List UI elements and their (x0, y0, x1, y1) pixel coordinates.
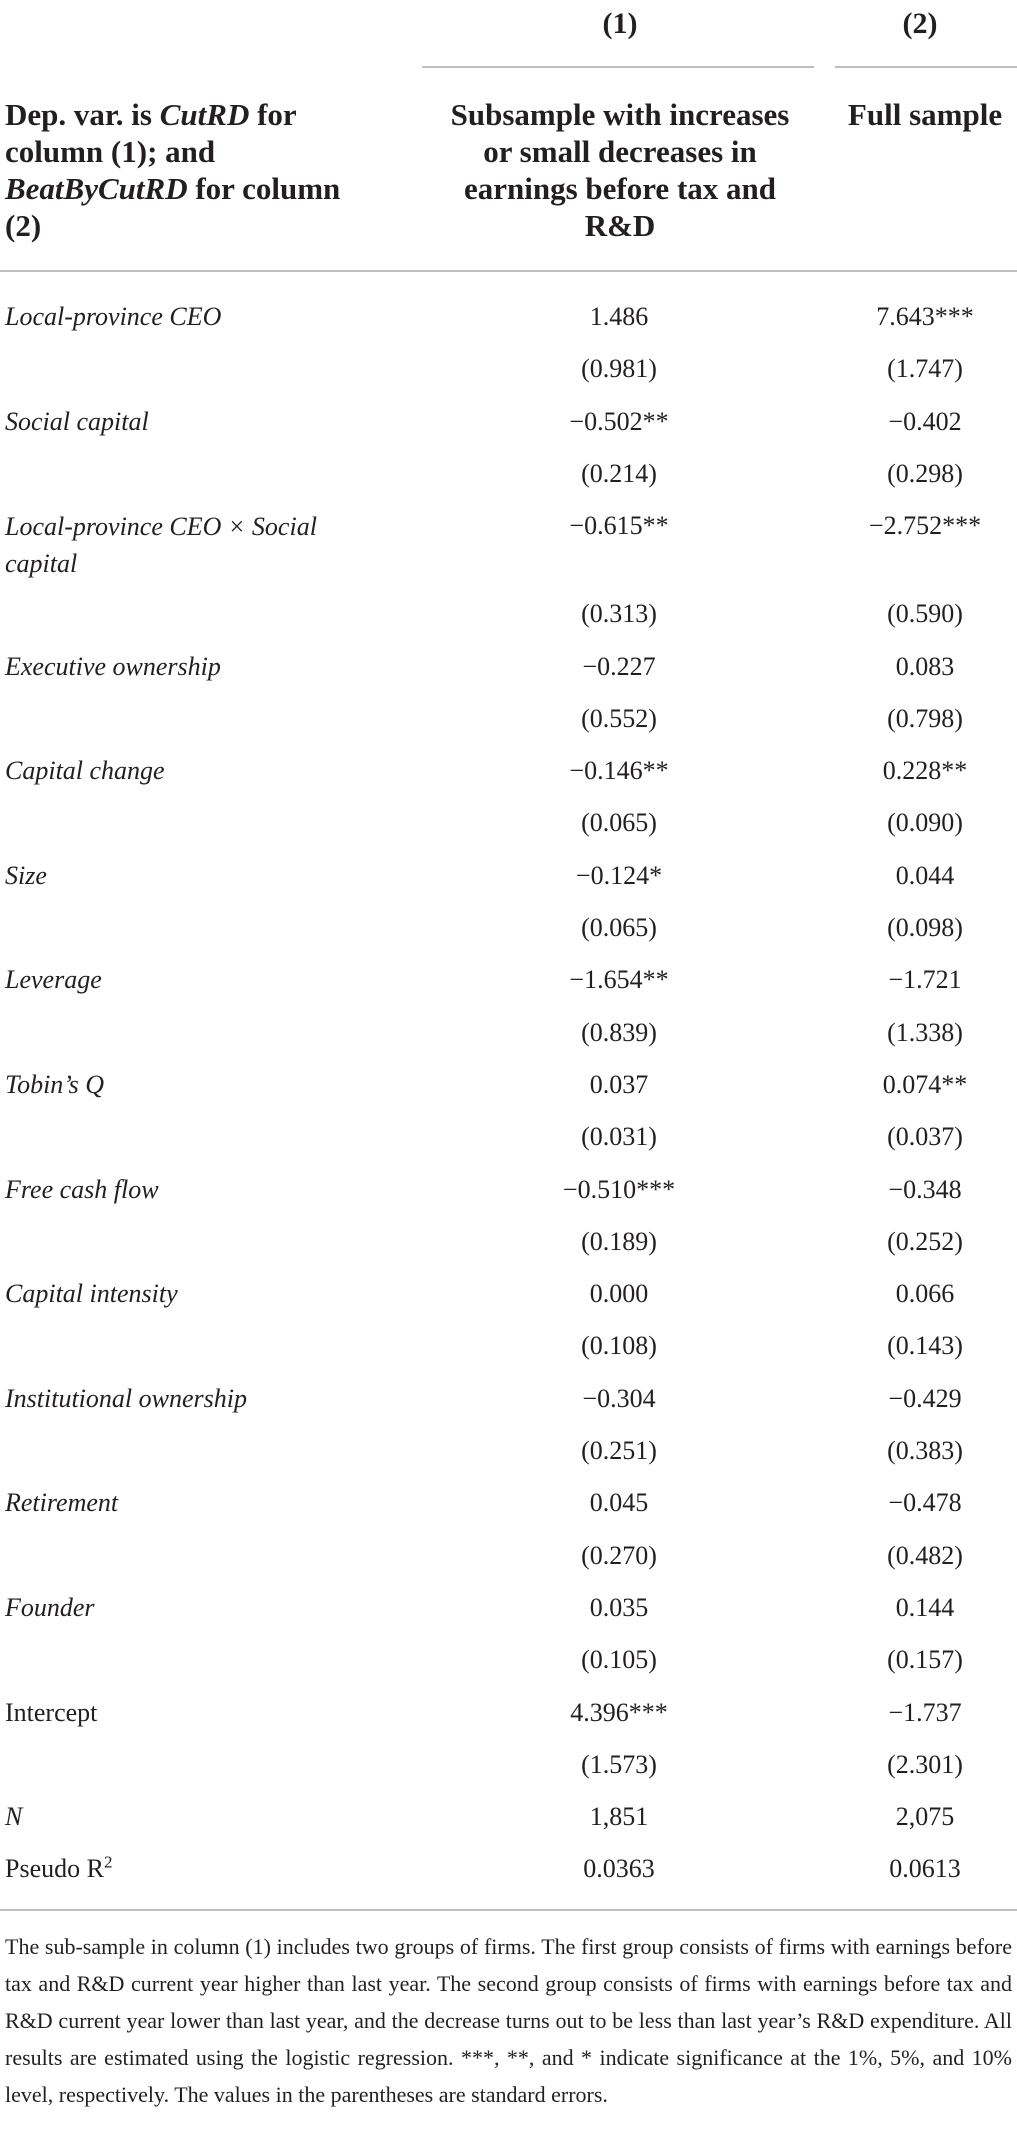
table-row-standard-error (0, 1111, 1017, 1163)
row-label: Capital intensity (5, 1279, 178, 1309)
column-1-spanner-rule (422, 66, 814, 68)
column-2-value: (0.037) (887, 1122, 963, 1152)
column-1-value: 0.0363 (583, 1854, 655, 1884)
table-row-standard-error (0, 448, 1017, 500)
column-2-value: −1.737 (888, 1697, 962, 1727)
column-2-value: −0.348 (888, 1174, 962, 1204)
column-2-value: (2.301) (887, 1749, 963, 1779)
row-label: Founder (5, 1592, 95, 1622)
column-1-value: (0.031) (581, 1122, 657, 1152)
row-label: Retirement (5, 1488, 119, 1518)
column-2-value: (0.252) (887, 1226, 963, 1256)
column-2-value: −0.478 (888, 1488, 962, 1518)
table-row-standard-error (0, 1007, 1017, 1059)
row-label: Tobin’s Q (5, 1069, 104, 1099)
column-2-value: (0.482) (887, 1540, 963, 1570)
table-row-standard-error (0, 1425, 1017, 1477)
column-2-value: 7.643*** (876, 302, 974, 331)
column-2-value: (0.383) (887, 1436, 963, 1465)
column-2-value: −1.721 (888, 965, 962, 995)
column-2-title: Full sample (847, 97, 1003, 132)
column-2-value: 2,075 (895, 1802, 955, 1832)
table-row (0, 1791, 1017, 1843)
table-row (0, 1843, 1017, 1895)
column-2-value: (0.143) (887, 1331, 963, 1361)
table-row-standard-error (0, 1216, 1017, 1268)
table-row (0, 396, 1017, 448)
table-row-standard-error (0, 693, 1017, 745)
footer-rule (0, 1909, 1017, 1911)
table-row (0, 954, 1017, 1006)
table-row-standard-error (0, 1739, 1017, 1791)
column-2-value: −0.402 (888, 406, 962, 436)
table-row (0, 1582, 1017, 1634)
column-2-value: (0.590) (887, 599, 963, 629)
table-row (0, 1268, 1017, 1320)
column-2-value: 0.074** (882, 1069, 968, 1099)
column-2-value: 0.228** (882, 756, 968, 786)
column-2-spanner-rule (835, 66, 1017, 68)
column-1-value: (0.251) (581, 1436, 657, 1465)
column-2-value: (0.098) (887, 913, 963, 942)
column-1-value: (0.065) (581, 808, 657, 838)
row-label: Free cash flow (5, 1174, 159, 1204)
column-2-value: 0.066 (895, 1279, 955, 1309)
column-2-value: (1.338) (887, 1017, 963, 1047)
column-2-value: (1.747) (887, 354, 963, 384)
table-row (0, 291, 1017, 343)
table-row-standard-error (0, 1634, 1017, 1686)
table-row (0, 500, 1017, 588)
column-1-value: (0.552) (581, 703, 657, 733)
table-row-standard-error (0, 1530, 1017, 1582)
column-1-value: −0.510*** (562, 1174, 676, 1204)
table-row (0, 641, 1017, 693)
row-label: Leverage (5, 965, 102, 995)
table-row (0, 1477, 1017, 1529)
table-row-standard-error (0, 797, 1017, 849)
column-2-value: 0.083 (895, 651, 955, 681)
row-label: Social capital (5, 406, 149, 436)
row-label: Pseudo $R^2$ (5, 1852, 113, 1884)
column-1-value: −0.227 (582, 651, 656, 681)
column-2-number: (2) (902, 7, 938, 40)
column-1-value: (0.189) (581, 1226, 657, 1256)
column-2-value: (0.090) (887, 808, 963, 838)
column-1-value: −0.615** (569, 511, 669, 541)
column-2-value: 0.144 (895, 1592, 955, 1622)
row-label: Local-province CEO (5, 302, 222, 331)
column-2-value: 0.044 (895, 860, 955, 890)
column-1-value: 0.045 (589, 1488, 649, 1518)
column-1-value: (0.108) (581, 1331, 657, 1361)
column-1-number: (1) (602, 7, 638, 40)
table-row (0, 745, 1017, 797)
table-row (0, 1059, 1017, 1111)
column-1-value: 4.396*** (570, 1697, 668, 1727)
column-1-value: (0.981) (581, 354, 657, 384)
table-row-standard-error (0, 1320, 1017, 1372)
table-row-standard-error (0, 588, 1017, 640)
column-1-value: (0.105) (581, 1645, 657, 1675)
row-label: Intercept (5, 1697, 98, 1727)
row-label: Institutional ownership (5, 1383, 247, 1413)
row-label: Size (5, 860, 47, 890)
table-row (0, 1164, 1017, 1216)
column-2-value: −2.752*** (868, 511, 982, 541)
table-footnote: The sub-sample in column (1) includes two groups of firms. The first group consists of firms with earnings before tax and R&D current year higher than last year. The second group consists of firms with earnings before tax and R&D current year lower than last year, and the decrease turns out to be less than last year’s R&D expenditure. All results are estimated using the logistic regression. ***, **, and * indicate significance at the 1%, 5%, and 10% level, respectively. The values in the parentheses are standard errors. (5, 1934, 1012, 2107)
column-1-value: −0.124* (575, 860, 663, 890)
table-row (0, 850, 1017, 902)
column-2-value: (0.798) (887, 703, 963, 733)
column-1-value: 1.486 (589, 302, 649, 331)
column-2-value: (0.298) (887, 458, 963, 488)
table-row-standard-error (0, 343, 1017, 395)
column-2-value: (0.157) (887, 1645, 963, 1675)
row-label: Capital change (5, 756, 165, 786)
column-1-title: Subsample with increases or small decreases in earnings before tax and R&D (450, 97, 790, 243)
column-1-value: (0.839) (581, 1017, 657, 1047)
row-label: N (5, 1802, 23, 1832)
column-1-value: (1.573) (581, 1749, 657, 1779)
column-1-value: 1,851 (589, 1802, 649, 1832)
table-row (0, 1687, 1017, 1739)
row-label: Executive ownership (5, 651, 221, 681)
column-1-value: (0.313) (581, 599, 657, 629)
column-2-value: 0.0613 (889, 1854, 961, 1884)
dependent-variable-header: Dep. var. is CutRD for column (1); and BeatByCutRD for column (2) (5, 97, 341, 243)
column-1-value: −0.146** (569, 756, 669, 786)
table-row (0, 1373, 1017, 1425)
column-1-value: (0.065) (581, 913, 657, 942)
column-1-value: −0.502** (569, 406, 669, 436)
table-row-standard-error (0, 902, 1017, 954)
row-label: Local-province CEO × Social capital (5, 512, 317, 579)
column-1-value: 0.037 (589, 1069, 649, 1099)
column-1-value: (0.270) (581, 1540, 657, 1570)
header-rule (0, 270, 1017, 272)
column-1-value: 0.000 (589, 1279, 649, 1309)
column-1-value: (0.214) (581, 458, 657, 488)
column-1-value: 0.035 (589, 1592, 649, 1622)
column-2-value: −0.429 (888, 1383, 962, 1413)
column-1-value: −1.654** (569, 965, 669, 995)
column-1-value: −0.304 (582, 1383, 656, 1413)
